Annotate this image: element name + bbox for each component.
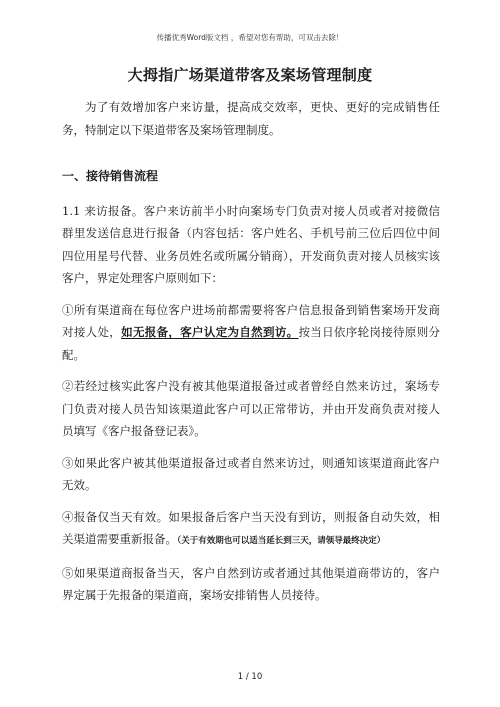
rule-1-text-start: ①所有渠道商在每位客户进场前都需要将客户信息报备到销售案场开发商对接人处， — [62, 302, 440, 339]
rule-5-paragraph: ⑤如果渠道商报备当天，客户自然到访或者通过其他渠道商带访的，客户界定属于先报备的渠道商，案场安排销售人员接待。 — [62, 565, 440, 602]
rule-4-paragraph — [62, 506, 440, 553]
page-number: 1 / 10 — [237, 672, 263, 682]
rule-1-emphasis: 如无报备，客户认定为自然到访。 — [121, 325, 299, 339]
rule-1-text-end: 按当日依序轮岗接待原则分配。 — [62, 325, 441, 362]
rule-3-paragraph: ③如果此客户被其他渠道报备过或者自然来访过，则通知该渠道商此客户无效。 — [62, 455, 440, 492]
document-title: 大拇指广场渠道带客及案场管理制度 — [127, 66, 373, 84]
document-body — [62, 96, 440, 607]
rule-2-paragraph: ②若经过核实此客户没有被其他渠道报备过或者曾经自然来访过，案场专门负责对接人员告知该渠道此客户可以正常带访，并由开发商负责对接人员填写《客户报备登记表》。 — [62, 379, 440, 438]
intro-paragraph: 为了有效增加客户来访量，提高成交效率，更快、更好的完成销售任务，特制定以下渠道带客及案场管理制度。 — [62, 100, 440, 137]
rule-1-paragraph — [62, 299, 440, 367]
paragraph-1-1: 1.1 来访报备。客户来访前半小时向案场专门负责对接人员或者对接微信群里发送信息进行报备（内容包括：客户姓名、手机号前三位后四位中间四位用星号代替、业务员姓名或所属分销商），开发商负责对接人员核实该客户，界定处理客户原则如下： — [62, 203, 440, 285]
rule-4-text: ④报备仅当天有效。如果报备后客户当天没有到访，则报备自动失效，相关渠道需要重新报备。 — [62, 509, 440, 546]
section-heading: 一、接待销售流程 — [62, 169, 159, 183]
header-note: 传播优秀Word版文档 ，希望对您有帮助，可双击去除！ — [156, 33, 344, 42]
rule-4-note: （关于有效期也可以适当延长到三天，请领导最终决定） — [177, 536, 386, 546]
